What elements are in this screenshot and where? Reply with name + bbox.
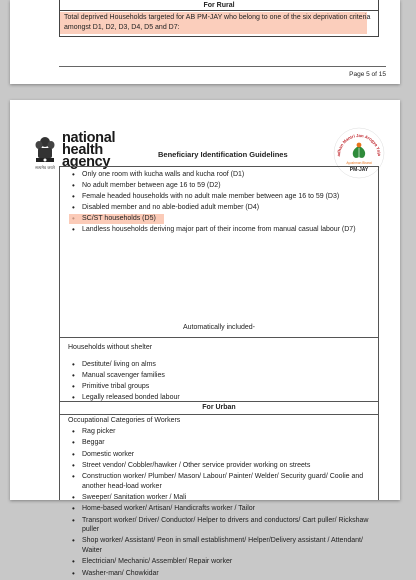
list-item: • Only one room with kucha walls and kucha roof (D1) [72,169,356,180]
list-item: • Legally released bonded labour [72,392,180,403]
rural-criteria-list [72,169,356,235]
list-item: • Destitute/ living on alms [72,359,180,370]
logo-line-agency: agency [62,154,111,170]
rural-text-block [60,11,378,34]
divider [60,337,378,338]
shelter-heading: Households without shelter [68,344,153,351]
list-item: • Primitive tribal groups [72,381,180,392]
footer-rule [59,66,386,67]
pmjay-tagline: Ayushman Bharat [346,161,372,165]
auto-included-label: Automatically included- [183,324,255,331]
list-item: • Street vendor/ Cobbler/hawker / Other service provider working on streets [72,461,372,471]
urban-subheading: Occupational Categories of Workers [68,417,181,424]
list-item: • Shop worker/ Assistant/ Peon in small establishment/ Helper/Delivery assistant / Attendant/ Waiter [72,536,372,555]
page-6 [10,100,400,577]
list-item: • Home-based worker/ Artisan/ Handicrafts worker / Tailor [72,504,372,514]
list-item: • Landless households deriving major part of their income from manual casual labour (D7) [72,224,356,235]
rural-box [59,0,379,37]
logo-line-health: health [62,142,103,158]
emblem-caption: सत्यमेव जयते [35,165,55,170]
nha-logo [62,132,132,168]
list-item: • Female headed households with no adult male member between age 16 to 59 (D3) [72,191,356,202]
urban-workers-list [72,427,372,580]
pmjay-arc-text: adhan Mantri Jan Arogya Yoja [335,132,383,157]
list-item: • Disabled member and no able-bodied adult member (D4) [72,202,356,213]
list-item-highlighted: • SC/ST households (D5) [72,213,356,224]
list-item: • Sweeper/ Sanitation worker / Mali [72,493,372,503]
national-emblem-icon [34,136,56,172]
list-item: • Manual scavenger families [72,370,180,381]
list-item: • Construction worker/ Plumber/ Mason/ Labour/ Painter/ Welder/ Security guard/ Coolie and another head-load worker [72,472,372,491]
divider [60,401,378,402]
urban-heading: For Urban [202,404,236,411]
rural-heading: For Rural [60,0,378,11]
list-item: • Washer-man/ Chowkidar [72,569,372,579]
divider [60,414,378,415]
page-5 [10,0,400,84]
list-item: • Electrician/ Mechanic/ Assembler/ Repair worker [72,557,372,567]
list-item: • No adult member between age 16 to 59 (D2) [72,180,356,191]
page-number: Page 5 of 15 [349,71,386,78]
criteria-box [59,166,379,577]
list-item: • Domestic worker [72,450,372,460]
logo-line-national: national [62,130,116,146]
auto-included-list [72,359,180,403]
list-item: • Beggar [72,438,372,448]
list-item: • Transport worker/ Driver/ Conductor/ Helper to drivers and conductors/ Cart puller/ Rickshaw puller [72,516,372,535]
pmjay-label: PM-JAY [349,167,369,173]
page-title: Beneficiary Identification Guidelines [158,150,288,159]
rural-text: Total deprived Households targeted for AB PM-JAY who belong to one of the six deprivation criteria amongst D1, D2, D3, D4, D5 and D7: [64,14,371,31]
list-item: • Rag picker [72,427,372,437]
